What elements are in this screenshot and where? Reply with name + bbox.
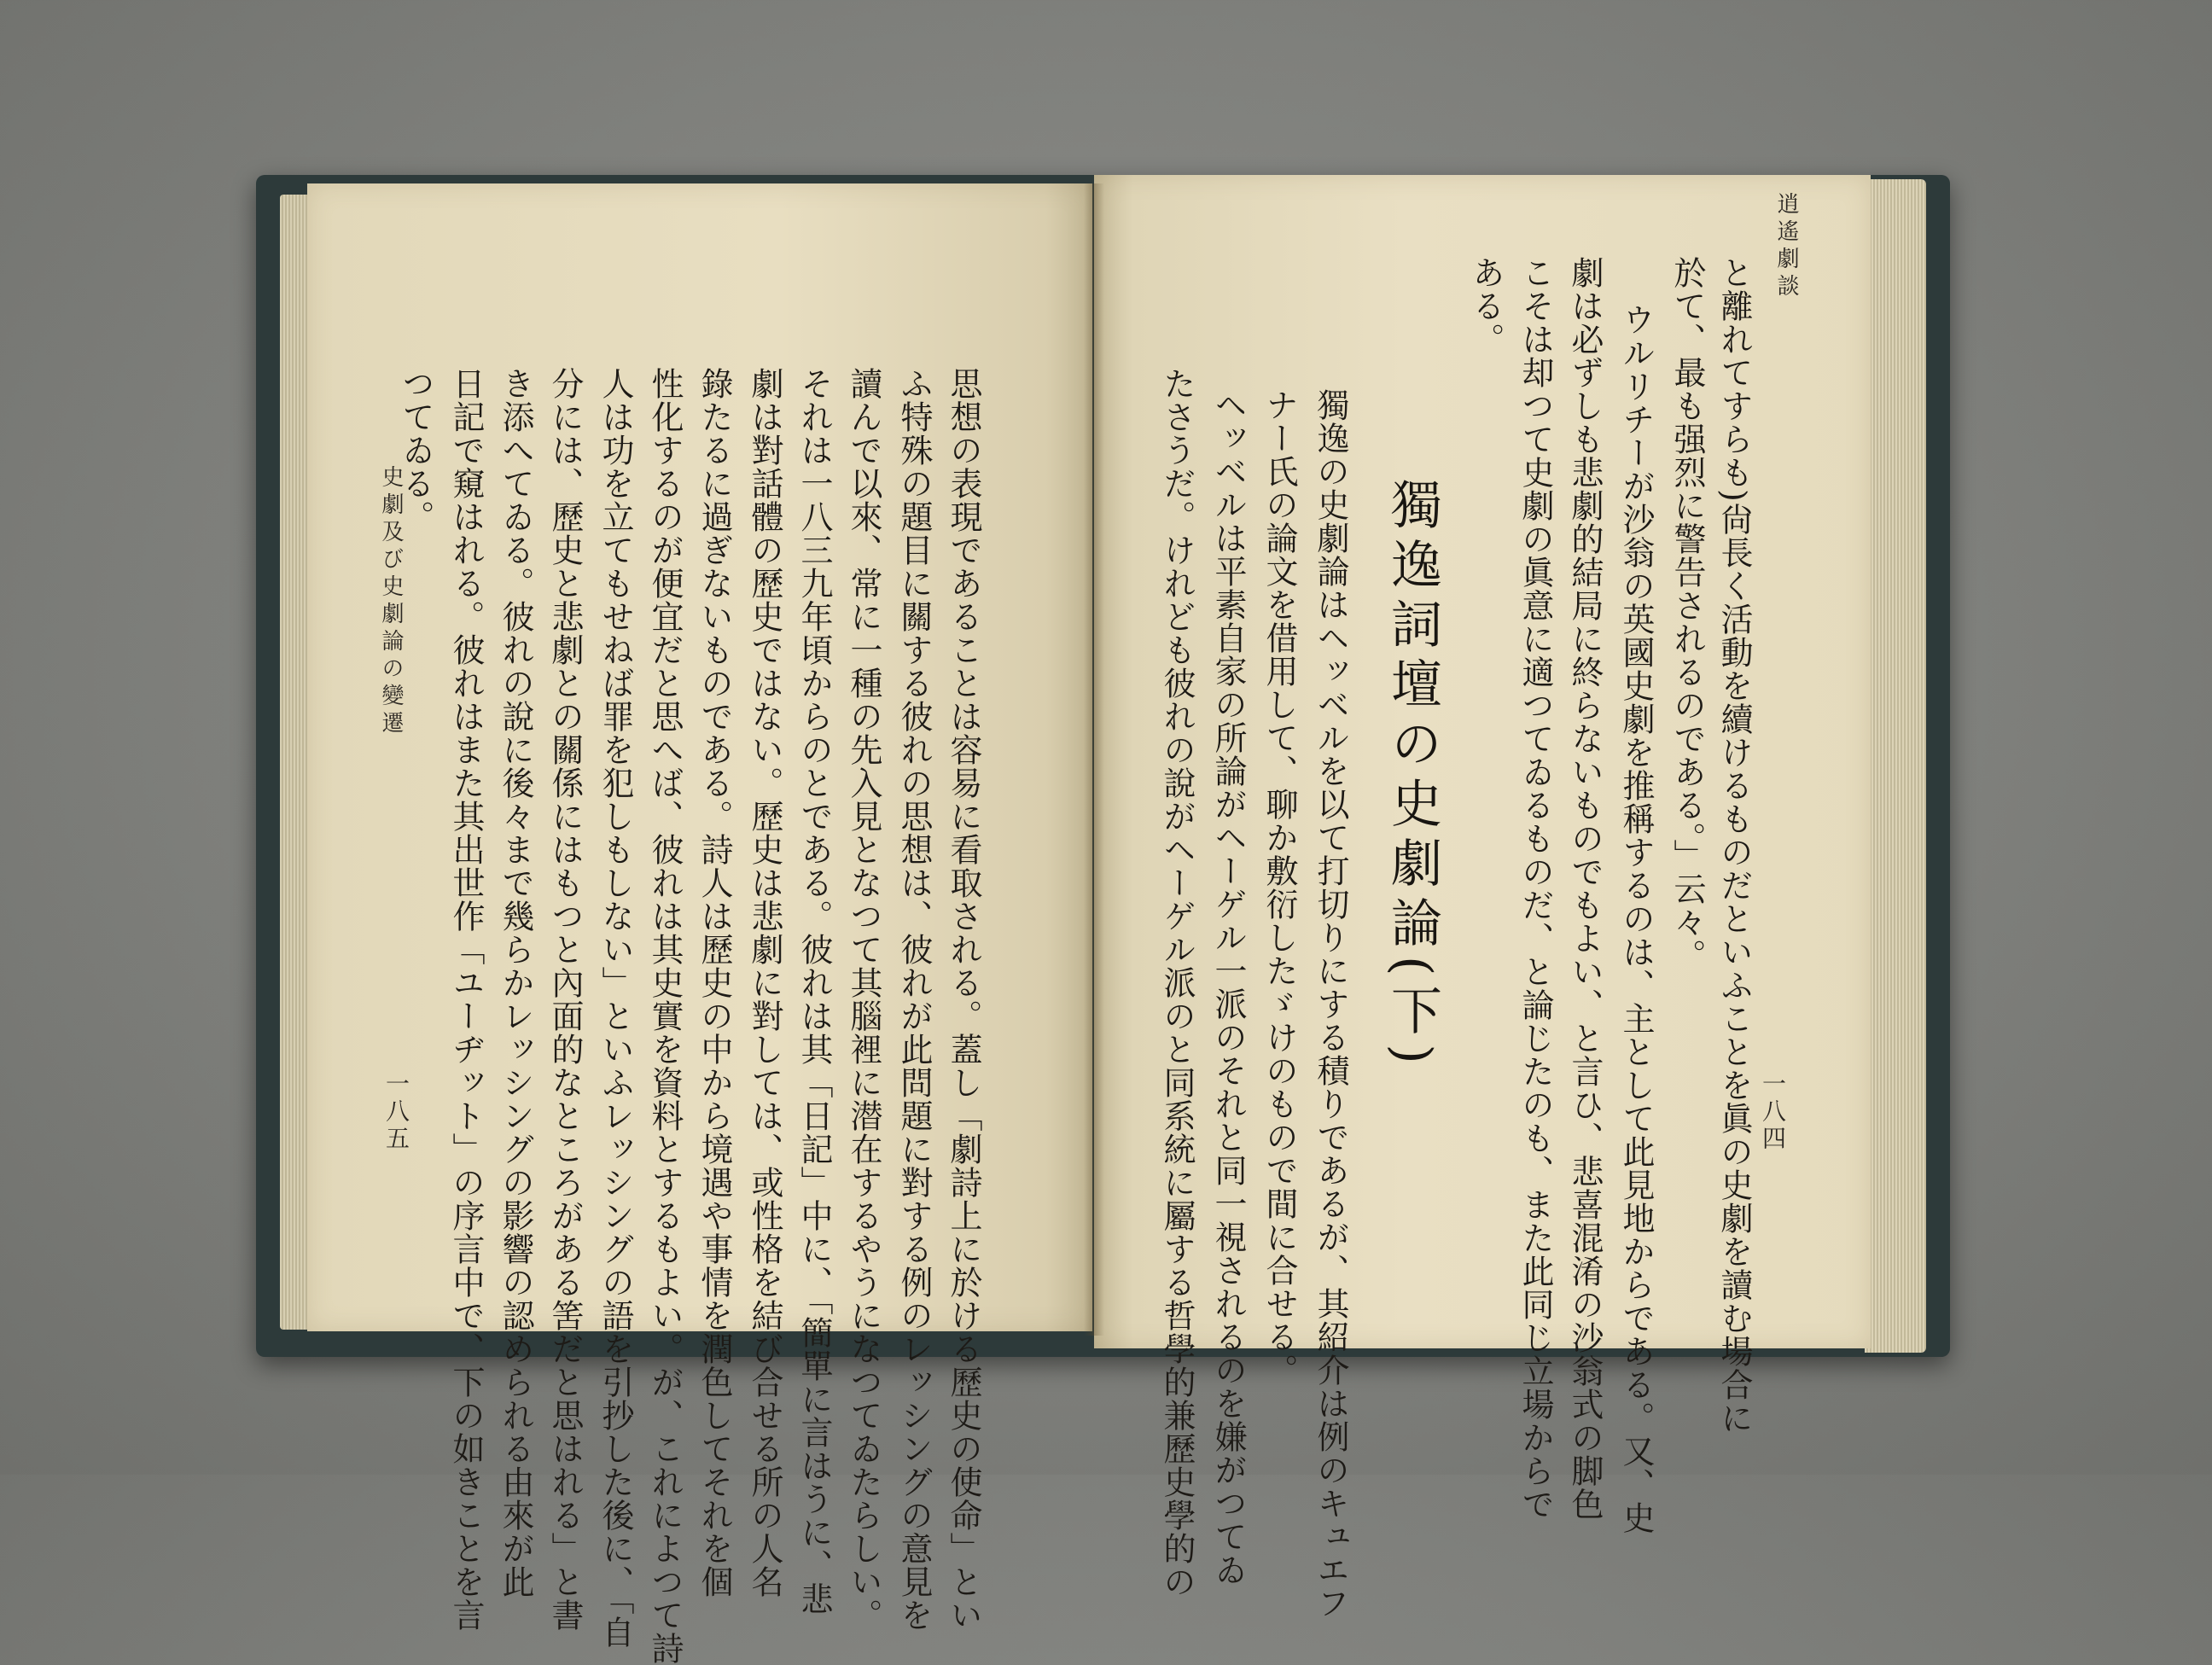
- text-line: 日記で窺はれる。彼れはまた其出世作「ユーヂット」の序言中で、下の如きことを言: [447, 367, 485, 1632]
- text-line: ナー氏の論文を借用して、聊か敷衍したゞけのもので間に合せる。: [1260, 388, 1298, 1387]
- text-line: 劇は對話體の歷史ではない。歷史は悲劇に對しては、或性格を結び合せる所の人名: [746, 367, 783, 1598]
- text-line: と離れてすらも)尙長く活動を續けるものだといふことを眞の史劇を讀む場合に: [1715, 256, 1753, 1435]
- book-gutter: [1084, 183, 1104, 1336]
- text-line: それは一八三九年頃からのとである。彼れは其「日記」中に、「簡單に言はうに、悲: [795, 367, 833, 1616]
- text-line: 讀んで以來、常に一種の先入見となつて其腦裡に潜在するやうになつてゐたらしい。: [845, 367, 882, 1632]
- text-line: 獨逸の史劇論はヘッベルを以て打切りにする積りであるが、其紹介は例のキュエフ: [1312, 388, 1349, 1620]
- text-line: 性化するのが便宜だと思へば、彼れは其史實を資料とするもよい。が、これによつて詩: [646, 367, 684, 1665]
- text-line: ヘッベルは平素自家の所論がヘーゲル一派のそれと同一視されるのを嫌がつてゐ: [1209, 388, 1247, 1586]
- text-line: たさうだ。けれども彼れの說がヘーゲル派のと同系統に屬する哲學的兼歷史學的の: [1158, 367, 1196, 1598]
- text-line: 分には、歷史と悲劇との關係にはもつと內面的なところがある筈だと思はれる」と書: [546, 367, 584, 1632]
- text-line: つてゐる。: [397, 367, 434, 533]
- text-line: 思想の表現であることは容易に看取される。蓋し「劇詩上に於ける歷史の使命」とい: [945, 367, 982, 1632]
- text-line: 人は功を立てもせねば罪を犯しもしない」といふレッシングの語を引抄した後に、「自: [597, 367, 634, 1649]
- text-line: 於て、最も强烈に警告されるのである。」云々。: [1668, 256, 1706, 972]
- page-edges-right: [1865, 179, 1926, 1353]
- running-title: 史劇及び史劇論の變遷: [378, 465, 404, 738]
- page-number-right: 一八四: [1759, 1071, 1787, 1153]
- text-line: 劇は必ずしも悲劇的結局に終らないものでもよい、と言ひ、悲喜混淆の沙翁式の脚色: [1566, 256, 1604, 1521]
- text-line: ふ特殊の題目に關する彼れの思想は、彼れが此問題に對する例のレッシングの意見を: [895, 367, 933, 1632]
- page-number-left: 一八五: [382, 1071, 410, 1153]
- running-header: 逍遙劇談: [1773, 192, 1799, 301]
- text-line: ある。: [1467, 256, 1505, 356]
- text-line: ウルリチーが沙翁の英國史劇を推稱するのは、主として此見地からである。又、史: [1617, 303, 1655, 1534]
- text-line: き添へてゐる。彼れの說に後々まで幾らかレッシングの影響の認められる由來が此: [497, 367, 534, 1598]
- section-title: 獨逸詞壇の史劇論(下): [1382, 478, 1442, 1073]
- text-line: 錄たるに過ぎないものである。詩人は歷史の中から境遇や事情を潤色してそれを個: [696, 367, 733, 1598]
- text-line: こそは却つて史劇の眞意に適つてゐるものだ、と論じたのも、また此同じ立場からで: [1516, 256, 1554, 1521]
